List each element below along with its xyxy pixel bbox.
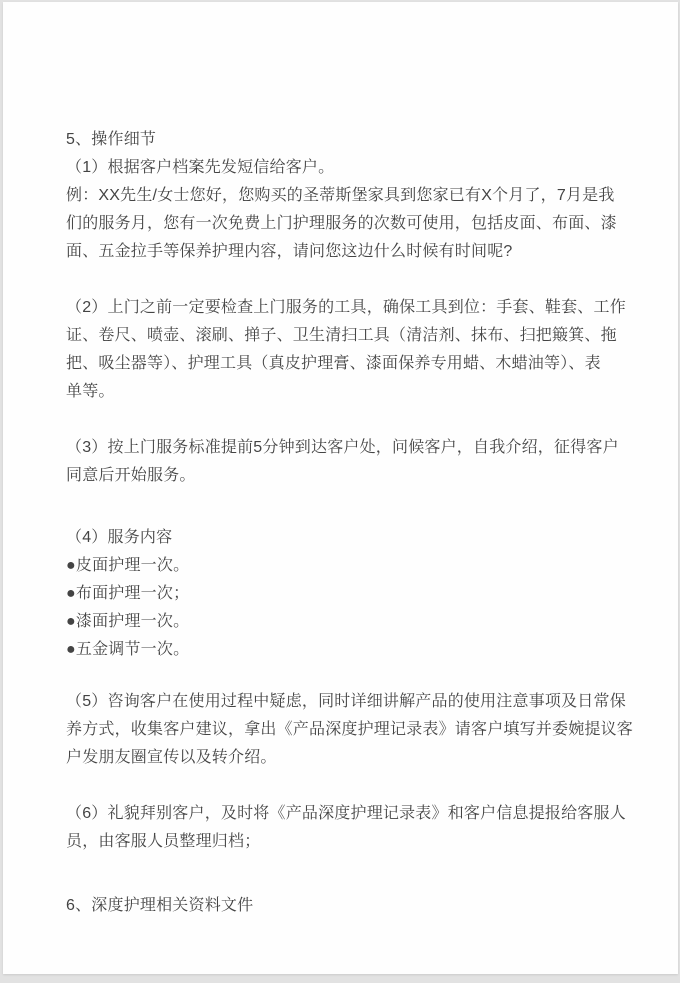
step4-heading-block — [66, 524, 628, 552]
step3-line: （3）按上门服务标准提前5分钟到达客户处，问候客户，自我介绍，征得客户 — [66, 439, 619, 456]
step5-block — [66, 688, 634, 772]
section5-heading-block — [66, 126, 628, 154]
step5-line: 户发朋友圈宣传以及转介绍。 — [66, 749, 277, 766]
step1-block — [66, 154, 628, 182]
service-bullet-item: ●五金调节一次。 — [66, 641, 190, 658]
step3-block — [66, 434, 628, 490]
step2-block — [66, 294, 628, 406]
service-bullet-item: ●漆面护理一次。 — [66, 613, 190, 630]
step4-heading: （4）服务内容 — [66, 529, 173, 546]
step2-line: 把、吸尘器等）、护理工具（真皮护理膏、漆面保养专用蜡、木蜡油等）、表 — [66, 355, 601, 372]
step5-line: 养方式，收集客户建议，拿出《产品深度护理记录表》请客户填写并委婉提议客 — [66, 721, 634, 738]
step6-line: （6）礼貌拜别客户，及时将《产品深度护理记录表》和客户信息提报给客服人 — [66, 805, 626, 822]
step6-block — [66, 800, 628, 856]
step2-line: 证、卷尺、喷壶、滚刷、掸子、卫生清扫工具（清洁剂、抹布、扫把簸箕、拖 — [66, 327, 617, 344]
step3-line: 同意后开始服务。 — [66, 467, 196, 484]
step1-text: （1）根据客户档案先发短信给客户。 — [66, 159, 335, 176]
sms-example-block — [66, 182, 628, 266]
section5-heading: 5、操作细节 — [66, 131, 157, 148]
service-bullet-item: ●皮面护理一次。 — [66, 557, 190, 574]
section6-heading: 6、深度护理相关资料文件 — [66, 897, 254, 914]
step6-line: 员，由客服人员整理归档； — [66, 833, 261, 850]
service-bullet-item: ●布面护理一次； — [66, 585, 190, 602]
sms-example-line: 例：XX先生/女士您好，您购买的圣蒂斯堡家具到您家已有X个月了，7月是我 — [66, 187, 615, 204]
step2-line: （2）上门之前一定要检查上门服务的工具，确保工具到位：手套、鞋套、工作 — [66, 299, 626, 316]
service-bullet-list — [66, 552, 628, 664]
sms-example-line: 面、五金拉手等保养护理内容，请问您这边什么时候有时间呢? — [66, 243, 513, 260]
step5-line: （5）咨询客户在使用过程中疑虑，同时详细讲解产品的使用注意事项及日常保 — [66, 693, 626, 710]
document-page — [3, 2, 678, 974]
section6-heading-block — [66, 892, 628, 920]
sms-example-line: 们的服务月，您有一次免费上门护理服务的次数可使用，包括皮面、布面、漆 — [66, 215, 617, 232]
step2-line: 单等。 — [66, 383, 115, 400]
